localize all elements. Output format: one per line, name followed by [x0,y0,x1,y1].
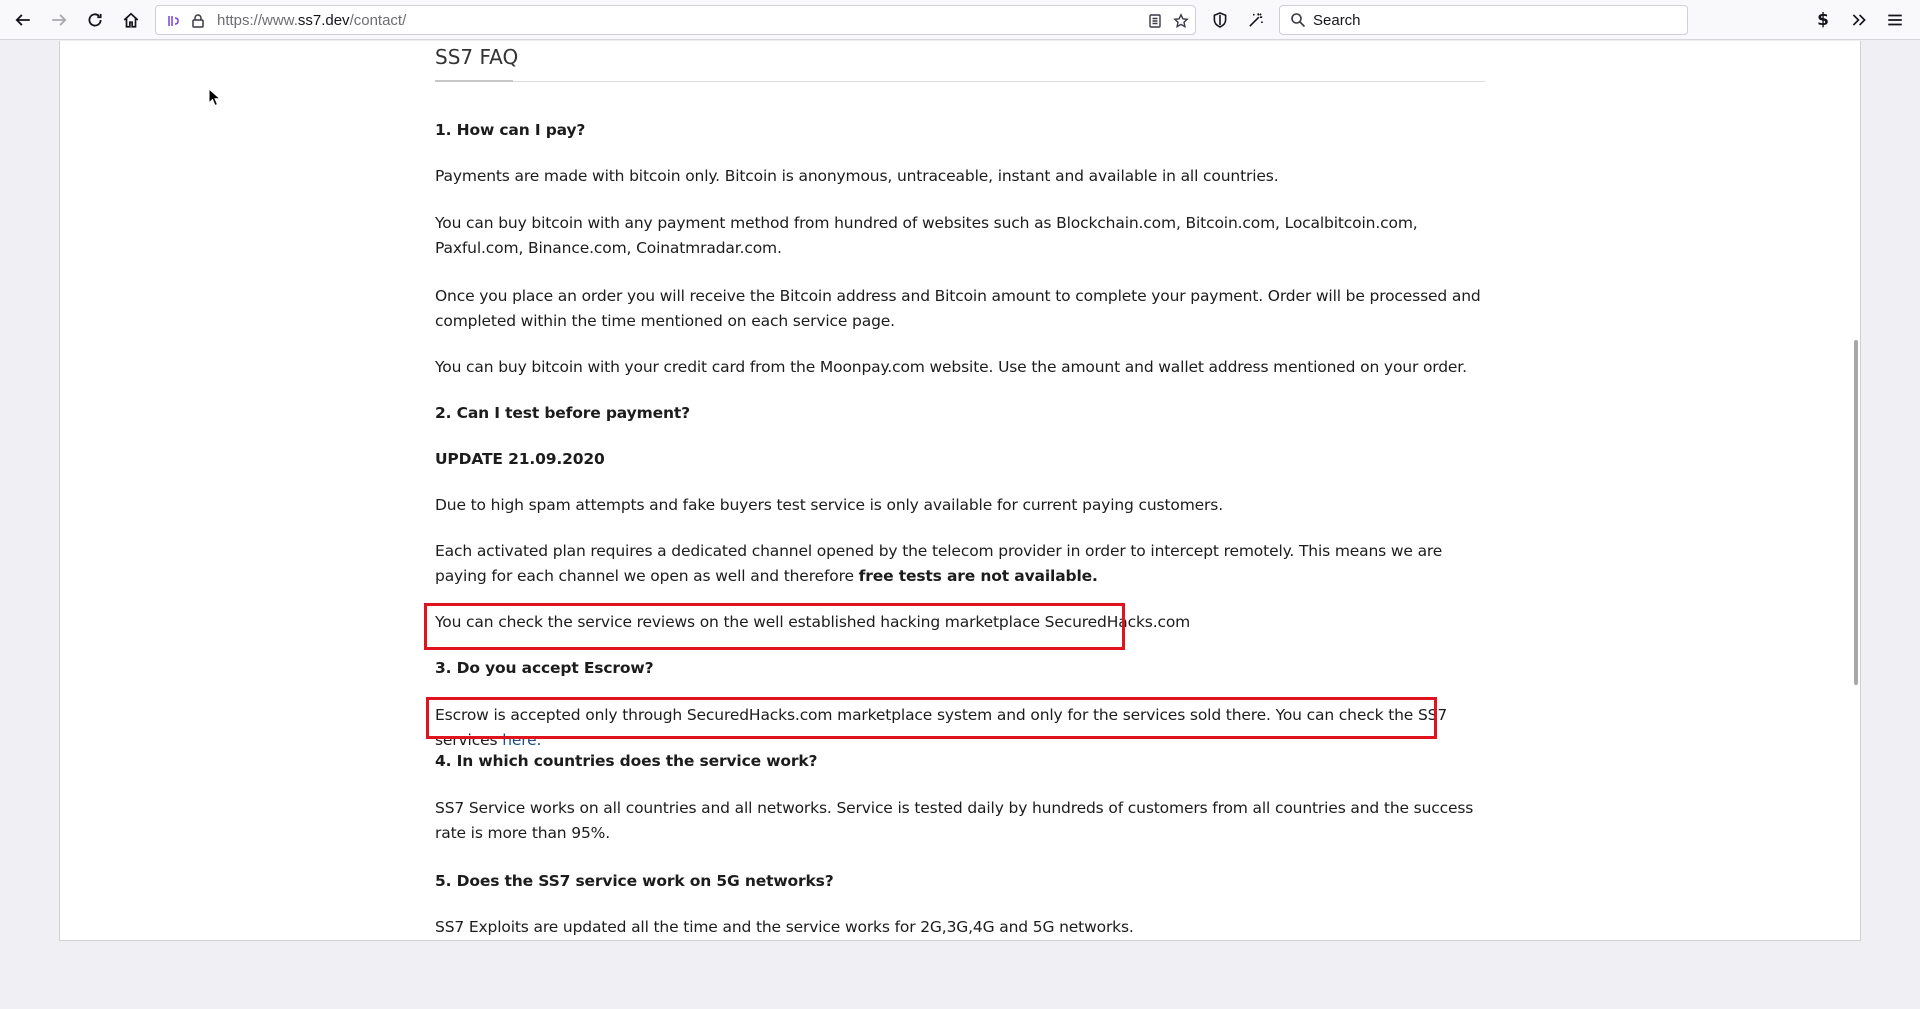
magic-wand-icon[interactable] [1240,4,1272,36]
faq-answer-1-p1: Payments are made with bitcoin only. Bitcoin is anonymous, untraceable, instant and available in all countries. [435,167,1279,185]
forward-icon[interactable] [43,4,75,36]
faq-question-1: 1. How can I pay? [435,121,586,139]
faq-question-4: 4. In which countries does the service work? [435,752,818,770]
search-bar[interactable] [1279,5,1688,35]
faq-answer-5-p1: SS7 Exploits are updated all the time and the service works for 2G,3G,4G and 5G networks. [435,918,1134,936]
services-here-link[interactable]: here [502,731,537,749]
page-scrollbar[interactable] [1852,41,1860,941]
free-tests-notice: free tests are not available. [858,567,1098,585]
extension-icon[interactable] [165,12,183,30]
faq-answer-1-p2: You can buy bitcoin with any payment method from hundred of websites such as Blockchain.com, Bitcoin.com, Localbitcoin.com, Paxful.com, Binance.com, Coinatmradar.com. [435,214,1418,257]
overflow-chevron-icon[interactable] [1843,4,1875,36]
highlight-box-reviews [424,603,1125,650]
faq-answer-3-p1: Escrow is accepted only through SecuredHacks.com marketplace system and only for the services sold there. You can check the SS7 services here. [435,706,1448,749]
url-bar[interactable] [155,5,1196,35]
page-content [59,41,1861,941]
url-text[interactable]: https://www.ss7.dev/contact/ [217,12,407,29]
reader-view-icon[interactable] [1146,12,1164,30]
mouse-cursor-icon [208,88,222,108]
title-divider [435,81,1485,82]
highlight-box-escrow [426,697,1437,739]
faq-question-3: 3. Do you accept Escrow? [435,659,654,677]
lock-icon[interactable] [189,12,207,30]
faq-answer-1-p4: You can buy bitcoin with your credit card from the Moonpay.com website. Use the amount and wallet address mentioned on your order. [435,358,1467,376]
reload-icon[interactable] [79,4,111,36]
hamburger-menu-icon[interactable] [1879,4,1911,36]
faq-answer-2-p1: Due to high spam attempts and fake buyers test service is only available for current paying customers. [435,496,1223,514]
bookmark-star-icon[interactable] [1172,12,1190,30]
faq-update-label: UPDATE 21.09.2020 [435,450,605,468]
faq-answer-2-p2: Each activated plan requires a dedicated channel opened by the telecom provider in order to intercept remotely. This means we are paying for each channel we open as well and therefore free tests are not available. [435,542,1443,585]
faq-title: SS7 FAQ [435,45,519,69]
back-icon[interactable] [7,4,39,36]
shield-icon[interactable] [1204,4,1236,36]
search-placeholder: Search [1313,12,1361,29]
scrollbar-thumb[interactable] [1854,340,1858,685]
extension-dollar-icon[interactable]: $ [1817,10,1829,30]
faq-question-2: 2. Can I test before payment? [435,404,690,422]
faq-answer-1-p3: Once you place an order you will receive the Bitcoin address and Bitcoin amount to complete your payment. Order will be processed and completed within the time mentioned on each service page. [435,287,1481,330]
faq-question-5: 5. Does the SS7 service work on 5G networks? [435,872,834,890]
browser-toolbar [0,0,1920,40]
faq-answer-2-p3: You can check the service reviews on the well established hacking marketplace SecuredHacks.com [435,613,1191,631]
faq-answer-4-p1: SS7 Service works on all countries and all networks. Service is tested daily by hundreds of customers from all countries and the success rate is more than 95%. [435,799,1474,842]
home-icon[interactable] [115,4,147,36]
search-icon [1290,12,1308,30]
title-underline [435,80,513,82]
